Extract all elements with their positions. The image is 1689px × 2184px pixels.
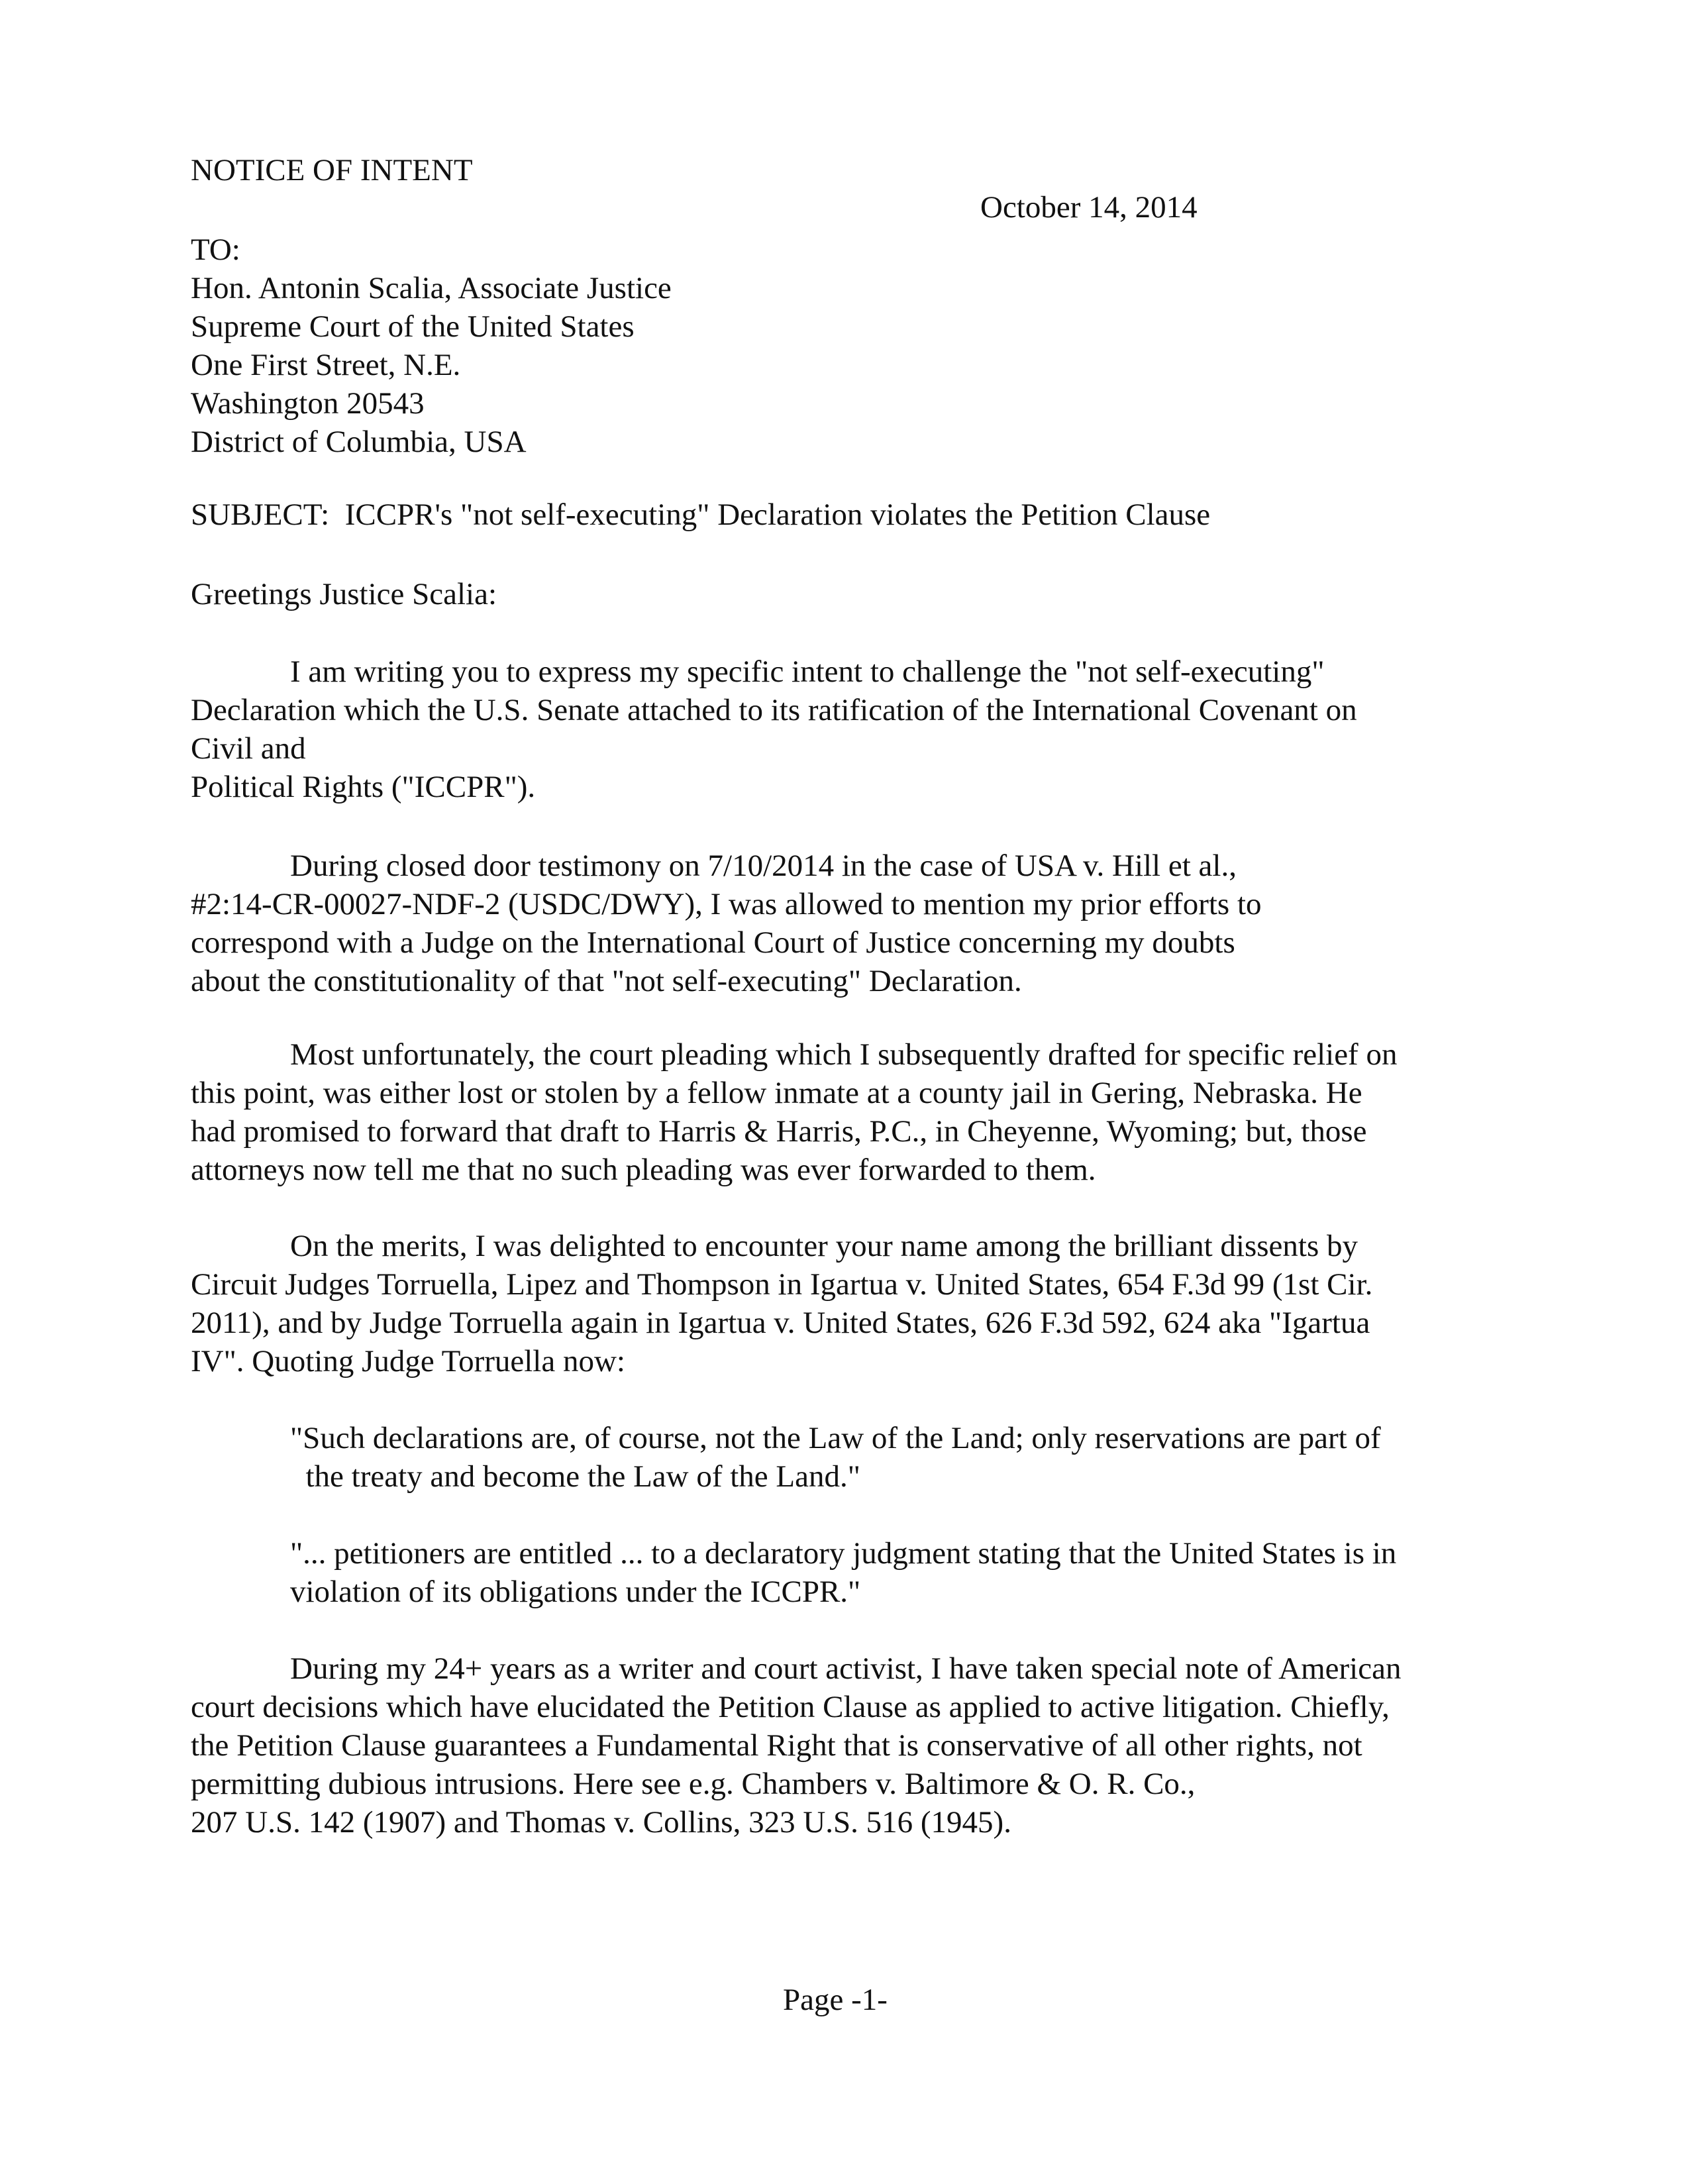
paragraph-line: I am writing you to express my specific intent to challenge the "not self-executing" <box>290 654 1325 689</box>
quote-line: "... petitioners are entitled ... to a declaratory judgment stating that the United States is in <box>290 1536 1397 1571</box>
paragraph-line: #2:14-CR-00027-NDF-2 (USDC/DWY), I was allowed to mention my prior efforts to <box>191 887 1262 921</box>
paragraph-testimony <box>191 847 1262 1000</box>
paragraph-line: During closed door testimony on 7/10/2014 in the case of USA v. Hill et al., <box>290 849 1237 883</box>
paragraph-line: had promised to forward that draft to Harris & Harris, P.C., in Cheyenne, Wyoming; but, those <box>191 1114 1367 1149</box>
paragraph-petition-clause <box>191 1649 1401 1842</box>
paragraph-merits <box>191 1227 1372 1380</box>
document-heading: NOTICE OF INTENT <box>191 153 473 187</box>
paragraph-line: attorneys now tell me that no such pleading was ever forwarded to them. <box>191 1153 1096 1187</box>
recipient-line: Hon. Antonin Scalia, Associate Justice <box>191 271 672 305</box>
recipient-line: Supreme Court of the United States <box>191 309 635 344</box>
subject-line: SUBJECT: ICCPR's "not self-executing" Declaration violates the Petition Clause <box>191 497 1211 532</box>
block-quote <box>290 1534 1396 1611</box>
recipient-block <box>191 231 672 461</box>
paragraph-line: correspond with a Judge on the International Court of Justice concerning my doubts <box>191 925 1235 960</box>
paragraph-line: court decisions which have elucidated the Petition Clause as applied to active litigation. Chiefly, <box>191 1690 1390 1724</box>
recipient-line: One First Street, N.E. <box>191 348 461 382</box>
recipient-line: Washington 20543 <box>191 386 425 421</box>
paragraph-line: 2011), and by Judge Torruella again in Igartua v. United States, 626 F.3d 592, 624 aka "Igartua <box>191 1306 1370 1340</box>
paragraph-line: Most unfortunately, the court pleading which I subsequently drafted for specific relief on <box>290 1037 1398 1072</box>
recipient-line: District of Columbia, USA <box>191 425 527 459</box>
block-quote <box>290 1419 1381 1496</box>
to-label: TO: <box>191 233 240 267</box>
paragraph-line: 207 U.S. 142 (1907) and Thomas v. Collins, 323 U.S. 516 (1945). <box>191 1805 1011 1840</box>
paragraph-line: IV". Quoting Judge Torruella now: <box>191 1344 625 1378</box>
paragraph-line: During my 24+ years as a writer and court activist, I have taken special note of American <box>290 1651 1402 1686</box>
paragraph-line: about the constitutionality of that "not self-executing" Declaration. <box>191 964 1022 998</box>
paragraph-line: Circuit Judges Torruella, Lipez and Thompson in Igartua v. United States, 654 F.3d 99 (1st Cir. <box>191 1267 1373 1302</box>
quote-line: violation of its obligations under the ICCPR." <box>290 1575 861 1609</box>
paragraph-line: this point, was either lost or stolen by a fellow inmate at a county jail in Gering, Nebraska. He <box>191 1076 1362 1110</box>
salutation: Greetings Justice Scalia: <box>191 577 497 611</box>
paragraph-intent <box>191 652 1357 806</box>
quote-line: the treaty and become the Law of the Land." <box>290 1459 860 1494</box>
paragraph-line: Declaration which the U.S. Senate attached to its ratification of the International Covenant on <box>191 693 1357 727</box>
letter-date: October 14, 2014 <box>980 190 1198 225</box>
paragraph-line: Political Rights ("ICCPR"). <box>191 770 536 804</box>
paragraph-line: On the merits, I was delighted to encounter your name among the brilliant dissents by <box>290 1229 1358 1263</box>
paragraph-line: the Petition Clause guarantees a Fundamental Right that is conservative of all other rights, not <box>191 1728 1362 1763</box>
paragraph-pleading <box>191 1035 1397 1189</box>
paragraph-line: permitting dubious intrusions. Here see e.g. Chambers v. Baltimore & O. R. Co., <box>191 1767 1196 1801</box>
page-number: Page -1- <box>783 1983 888 2017</box>
quote-line: "Such declarations are, of course, not the Law of the Land; only reservations are part of <box>290 1421 1381 1455</box>
paragraph-line: Civil and <box>191 731 306 766</box>
